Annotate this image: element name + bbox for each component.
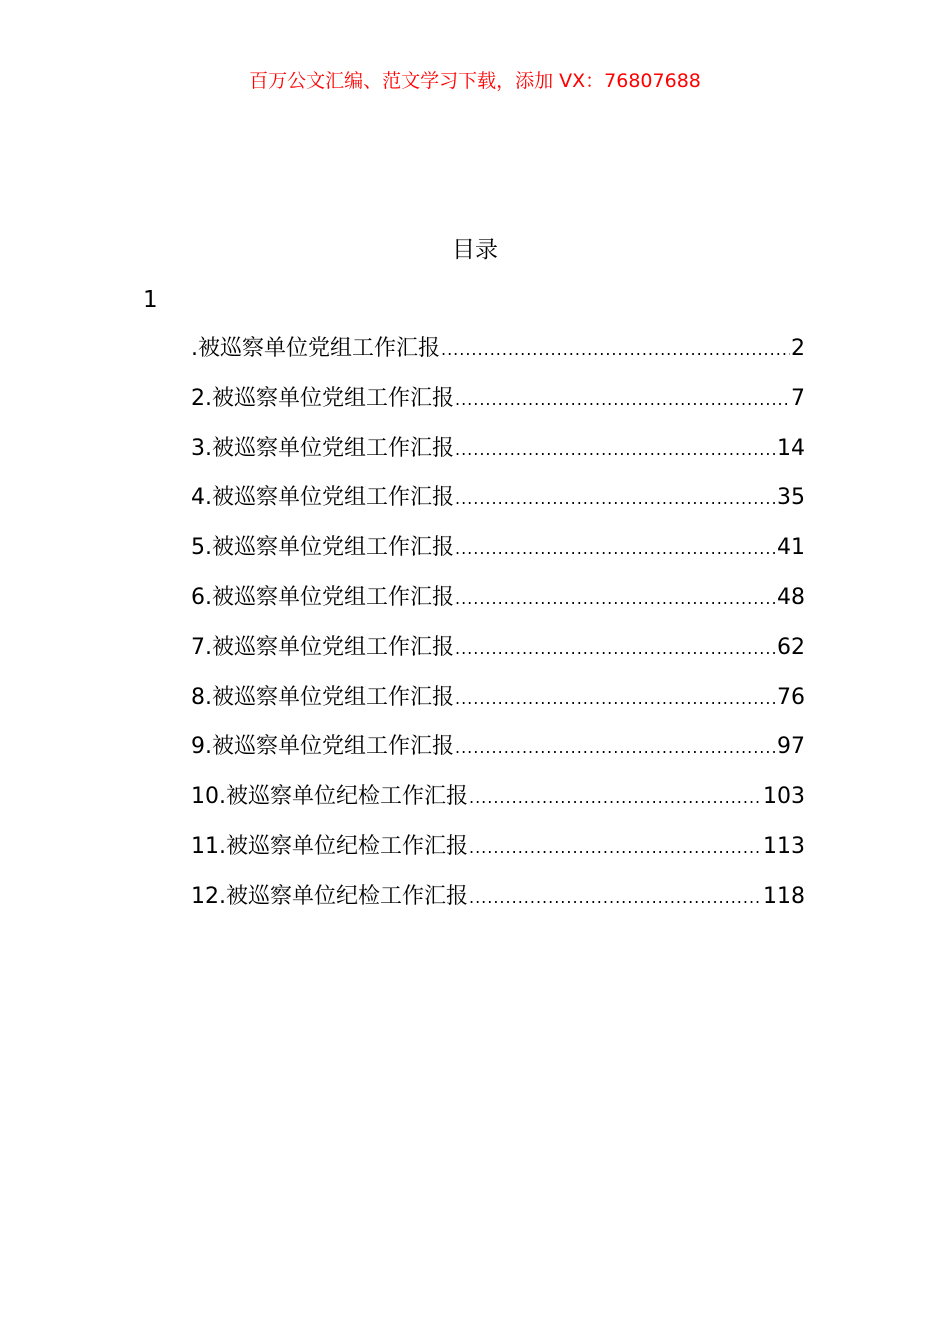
toc-entry[interactable] xyxy=(191,881,805,931)
toc-entry[interactable] xyxy=(191,682,805,732)
toc-page-number: 48 xyxy=(777,584,805,610)
toc-dot-leader xyxy=(455,683,776,715)
toc-dot-leader xyxy=(469,782,762,814)
toc-entry[interactable] xyxy=(191,831,805,881)
toc-page-number: 118 xyxy=(763,883,805,909)
toc-entry[interactable] xyxy=(191,582,805,632)
toc-dot-leader xyxy=(455,483,776,515)
toc-dot-leader xyxy=(455,533,776,565)
toc-page-number: 62 xyxy=(777,634,805,660)
toc-entry[interactable] xyxy=(191,532,805,582)
toc-entry-title: 7.被巡察单位党组工作汇报 xyxy=(191,634,454,660)
toc-list xyxy=(191,333,805,931)
toc-page-number: 103 xyxy=(763,784,805,810)
toc-entry[interactable] xyxy=(191,632,805,682)
toc-entry-title: 6.被巡察单位党组工作汇报 xyxy=(191,584,454,610)
toc-dot-leader xyxy=(455,583,776,615)
toc-dot-leader xyxy=(455,732,776,764)
toc-dot-leader xyxy=(469,882,762,914)
toc-entry[interactable] xyxy=(191,383,805,433)
toc-title: 目录 xyxy=(452,237,498,263)
toc-page-number: 113 xyxy=(763,833,805,859)
toc-page-number: 76 xyxy=(777,684,805,710)
toc-dot-leader xyxy=(441,334,790,366)
toc-entry[interactable] xyxy=(191,333,805,383)
toc-dot-leader xyxy=(455,384,790,416)
page-header-watermark: 百万公文汇编、范文学习下载，添加 VX：76807688 xyxy=(249,70,701,92)
toc-entry[interactable] xyxy=(191,482,805,532)
toc-entry-title: 3.被巡察单位党组工作汇报 xyxy=(191,435,454,461)
toc-entry[interactable] xyxy=(191,781,805,831)
toc-page-number: 2 xyxy=(791,336,805,361)
toc-page-number: 97 xyxy=(777,734,805,760)
toc-entry-title: 5.被巡察单位党组工作汇报 xyxy=(191,535,454,561)
toc-entry-title: 12.被巡察单位纪检工作汇报 xyxy=(191,883,468,909)
toc-dot-leader xyxy=(455,633,776,665)
toc-entry[interactable] xyxy=(191,433,805,483)
toc-entry-title: 11.被巡察单位纪检工作汇报 xyxy=(191,833,468,859)
toc-page-number: 35 xyxy=(777,485,805,511)
toc-page-number: 41 xyxy=(777,535,805,561)
toc-entry-title: 10.被巡察单位纪检工作汇报 xyxy=(191,784,468,810)
toc-entry-title: 4.被巡察单位党组工作汇报 xyxy=(191,485,454,511)
toc-entry-title: 8.被巡察单位党组工作汇报 xyxy=(191,684,454,710)
toc-level1-label: 1 xyxy=(143,287,158,313)
toc-entry-title: 2.被巡察单位党组工作汇报 xyxy=(191,385,454,411)
toc-page-number: 14 xyxy=(777,435,805,461)
toc-page-number: 7 xyxy=(791,385,805,411)
toc-dot-leader xyxy=(455,434,776,466)
toc-dot-leader xyxy=(469,832,762,864)
toc-entry-title: 9.被巡察单位党组工作汇报 xyxy=(191,734,454,760)
toc-entry-title: .被巡察单位党组工作汇报 xyxy=(191,336,440,361)
toc-entry[interactable] xyxy=(191,731,805,781)
